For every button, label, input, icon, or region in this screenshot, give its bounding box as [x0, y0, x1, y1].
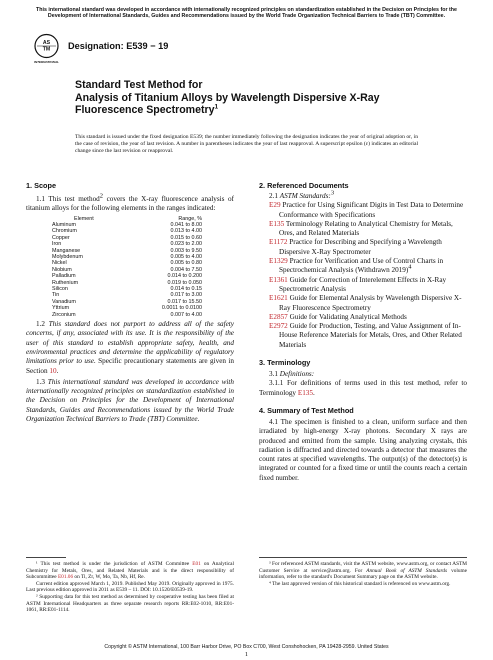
- element-cell: Nickel: [52, 260, 67, 267]
- reference-item: [269, 294, 467, 313]
- range-cell: 0.005 to 4.00: [170, 254, 202, 261]
- range-cell: 0.017 to 15.50: [167, 298, 202, 305]
- reference-item: [269, 322, 467, 350]
- reference-item: [269, 238, 467, 257]
- element-cell: Iron: [52, 241, 62, 248]
- element-cell: Vanadium: [52, 298, 76, 305]
- svg-text:AS: AS: [42, 40, 51, 46]
- reference-code-link[interactable]: E2972: [269, 322, 288, 331]
- reference-code-link[interactable]: E1361: [269, 275, 288, 284]
- reference-item: [269, 276, 467, 295]
- scope-p1: 1.1 This test method2 covers the X-ray fluorescence analysis of titanium alloys for the following elements in the ranges indicated:: [26, 192, 234, 213]
- reference-code-link[interactable]: E1329: [269, 257, 288, 266]
- reference-item: [269, 220, 467, 239]
- reference-code-link[interactable]: E1621: [269, 294, 288, 303]
- withdrawn-note: (Withdrawn 2019): [353, 266, 409, 275]
- range-cell: 0.041 to 8.00: [170, 222, 202, 228]
- reference-item: [269, 201, 467, 220]
- footnote-2: ² Supporting data for this test method as determined by cooperative testing has been filed at ASTM International Headquarters as three separate research reports RR:E02-1010, RR:E01-1061, RR:E01-1114.: [26, 593, 234, 614]
- footnote-rule-right: [259, 557, 467, 558]
- reference-code-link[interactable]: E1172: [269, 238, 288, 247]
- reference-item: [269, 313, 467, 322]
- tbt-notice: This international standard was developed in accordance with internationally recognized principles on standardization established in the Decision on Principles for the Development of International Standards, Guides and Recommendations issued by the World Trade Organization Technical Barriers to Trade (TBT) Committee.: [36, 7, 457, 20]
- terminology-heading: 3. Terminology: [259, 358, 311, 368]
- reference-item: [269, 257, 467, 276]
- reference-title: Guide for Correction of Interelement Effects in X-Ray Spectrometric Analysis: [279, 275, 447, 293]
- svg-text:TM: TM: [42, 46, 51, 53]
- title-line-3: Fluorescence Spectrometry: [75, 104, 215, 117]
- reference-title: Practice for Using Significant Digits in Test Data to Determine Conformance with Specifications: [279, 201, 464, 219]
- footnote-mark: 4: [408, 263, 412, 271]
- reference-title: Practice for Verification and Use of Control Charts in Spectrochemical Analysis: [279, 257, 444, 275]
- scope-p2: 1.2 This standard does not purport to address all of the safety concerns, if any, associated with its use. It is the responsibility of the user of this standard to establish appropriate safety, health, and environmental practices and determine the applicability of regulatory limitations prior to use. Specific precautionary statements are given in Section 10.: [26, 320, 235, 375]
- issue-note: This standard is issued under the fixed designation E539; the number immediately following the designation indicates the year of original adoption or, in the case of revision, the year of last revision. A number in parentheses indicates the year of last reapproval. A superscript epsilon (ε) indicates an editorial change since the last revision or reapproval.: [75, 134, 418, 155]
- right-column: [259, 181, 467, 483]
- footnote-1: ¹ This test method is under the jurisdiction of ASTM Committee E01 on Analytical Chemistry for Metals, Ores, and Related Materials and is the direct responsibility of Subcommittee E01.06 on Ti, Zr, W, Mo, Ta, Nb, Hf, Re.: [26, 561, 234, 581]
- summary-p1: 4.1 The specimen is finished to a clean, uniform surface and then irradiated by high-energy X-ray photons. Secondary X rays are produced and emitted from the sample. Using analyzing crystals, this radiation is diffracted and directed towards a detector that measures the count rates at specified wavelengths. The output(s) of the detector(s) is integrated or counted for a fixed time or until the counts reach a certain fixed number.: [259, 417, 467, 482]
- range-cell: 0.007 to 4.00: [170, 311, 202, 318]
- title-line-1: Standard Test Method for: [75, 79, 203, 91]
- range-cell: 0.004 to 7.50: [170, 266, 202, 273]
- range-cell: 0.0011 to 0.0100: [161, 305, 202, 312]
- terminology-subheading: 3.1 Definitions:: [269, 370, 315, 379]
- refs-subheading: 2.1 ASTM Standards:3: [269, 189, 335, 200]
- range-cell: 0.017 to 3.00: [170, 292, 202, 299]
- reference-title: Terminology Relating to Analytical Chemistry for Metals, Ores, and Related Materials: [279, 219, 453, 238]
- element-cell: Palladium: [52, 273, 76, 280]
- left-column: [26, 181, 234, 424]
- range-cell: 0.014 to 0.15: [170, 286, 202, 293]
- footnote-1b: Current edition approved March 1, 2019. Published May 2019. Originally approved in 1975. Last previous edition approved in 2011 as E539 – 11. DOI: 10.1520/E0539-19.: [26, 580, 234, 594]
- table-header: Element Range, %: [74, 215, 202, 222]
- range-cell: 0.013 to 4.00: [170, 228, 202, 235]
- range-cell: 0.023 to 2.00: [170, 241, 202, 248]
- element-cell: Niobium: [52, 266, 72, 273]
- document-title: [75, 79, 435, 117]
- reference-title: Guide for Production, Testing, and Value Assignment of In-House Reference Materials for Metals, Ores, and Other Related Materials: [279, 322, 462, 349]
- designation: Designation: E539 − 19: [68, 41, 169, 51]
- terminology-p: 3.1.1 For definitions of terms used in this test method, refer to Terminology E135.: [259, 379, 467, 397]
- copyright-footer: Copyright © ASTM International, 100 Barr Harbor Drive, PO Box C700, West Conshohocken, PA 19428-2959. United States: [104, 644, 389, 650]
- logo-text: INTERNATIONAL: [34, 60, 59, 64]
- footnote-rule: [26, 557, 66, 558]
- element-cell: Chromium: [52, 228, 77, 235]
- reference-title: Practice for Describing and Specifying a Wavelength Dispersive X-Ray Spectrometer: [279, 238, 442, 256]
- element-cell: Copper: [52, 234, 70, 241]
- element-cell: Molybdenum: [52, 254, 83, 261]
- e135-link[interactable]: E135: [297, 388, 313, 397]
- scope-p3: 1.3 This international standard was developed in accordance with internationally recognized principles on standardization established in the Decision on Principles for the Development of International Standards, Guides and Recommendations issued by the World Trade Organization Technical Barriers to Trade (TBT) Committee.: [26, 377, 234, 424]
- table-row: [52, 312, 234, 318]
- title-line-2: Analysis of Titanium Alloys by Wavelength Dispersive X-Ray: [75, 91, 380, 104]
- reference-code-link[interactable]: E29: [269, 201, 281, 210]
- range-cell: 0.014 to 0.200: [167, 273, 202, 280]
- range-cell: 0.005 to 0.80: [170, 260, 202, 267]
- element-cell: Ruthenium: [52, 279, 79, 286]
- astm-logo: [34, 33, 59, 66]
- refs-heading: 2. Referenced Documents: [259, 181, 349, 190]
- title-footnote-mark: 1: [214, 103, 219, 111]
- section-10-link[interactable]: 10: [49, 366, 57, 375]
- reference-code-link[interactable]: E2857: [269, 312, 288, 321]
- reference-title: Guide for Elemental Analysis by Wavelength Dispersive X-Ray Fluorescence Spectrometry: [279, 294, 462, 312]
- element-cell: Aluminum: [52, 222, 76, 228]
- summary-heading: 4. Summary of Test Method: [259, 405, 354, 415]
- element-cell: Tin: [52, 292, 60, 299]
- scope-heading: 1. Scope: [26, 181, 57, 190]
- range-cell: 0.015 to 0.60: [170, 234, 202, 241]
- element-cell: Silicon: [52, 286, 68, 293]
- right-footnotes: [259, 557, 467, 587]
- e01-06-link[interactable]: E01.06: [57, 574, 74, 581]
- element-range-table: [52, 216, 234, 319]
- range-cell: 0.019 to 0.050: [167, 279, 202, 286]
- footnote-3: ³ For referenced ASTM standards, visit the ASTM website, www.astm.org, or contact ASTM Customer Service at service@astm.org. For Annual Book of ASTM Standards volume information, refer to the standard's Document Summary page on the ASTM website.: [259, 561, 468, 581]
- reference-title: Guide for Validating Analytical Methods: [287, 312, 407, 321]
- left-footnotes: [26, 557, 234, 614]
- page-number: 1: [244, 651, 249, 658]
- reference-code-link[interactable]: E135: [269, 219, 285, 228]
- element-cell: Manganese: [52, 247, 81, 254]
- element-cell: Yttrium: [52, 305, 70, 312]
- reference-list: [259, 201, 467, 350]
- range-cell: 0.003 to 9.50: [170, 247, 202, 254]
- e01-link[interactable]: E01: [192, 561, 201, 567]
- element-cell: Zirconium: [52, 311, 76, 318]
- footnote-4: ⁴ The last approved version of this historical standard is referenced on www.astm.org.: [269, 580, 451, 587]
